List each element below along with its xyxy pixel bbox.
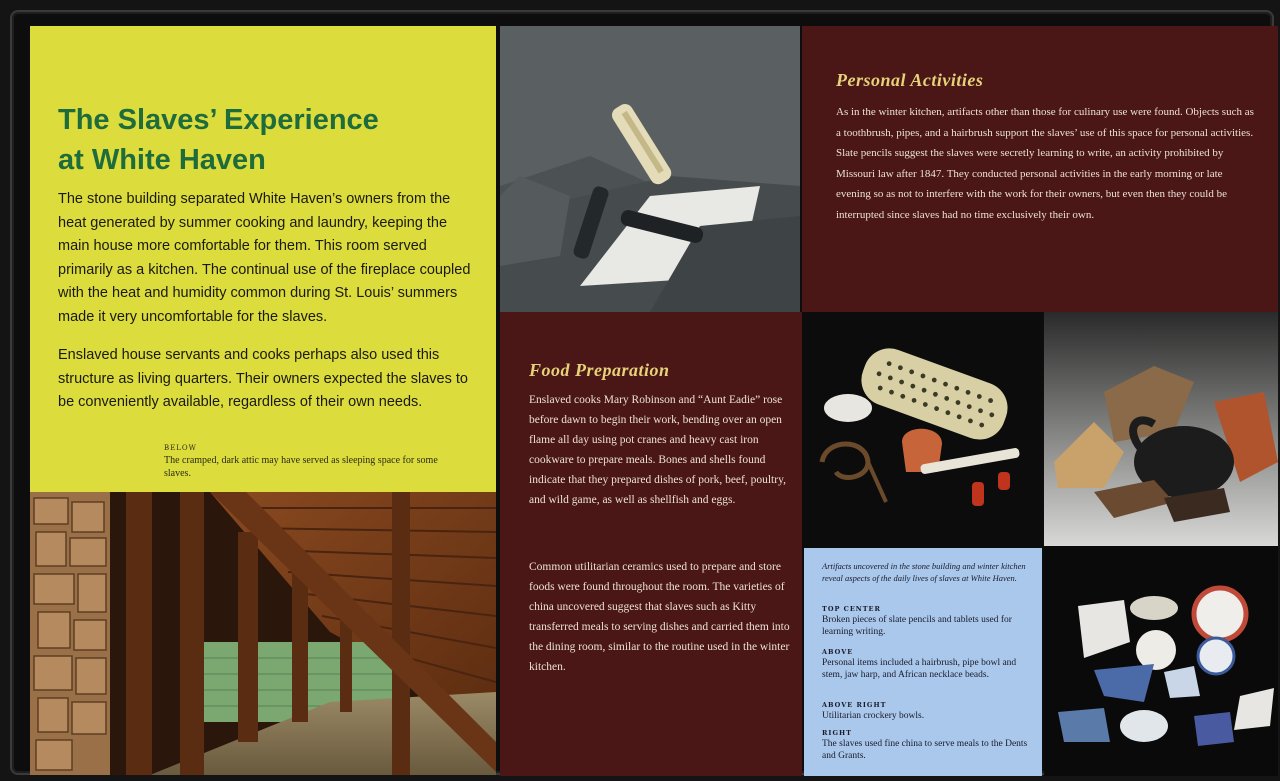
- food-preparation-panel: [500, 312, 802, 776]
- attic-illustration: [30, 492, 496, 775]
- caption-text-top-center: Broken pieces of slate pencils and tablets used for learning writing.: [822, 615, 1012, 637]
- food-preparation-heading: Food Preparation: [529, 360, 670, 380]
- crockery-photo: [1044, 312, 1278, 546]
- artifact-captions-panel: [804, 548, 1042, 776]
- caption-label-above-right: ABOVE RIGHT: [822, 701, 887, 709]
- personal-items-photo: [802, 312, 1042, 546]
- slate-illustration: [500, 26, 800, 312]
- food-preparation-paragraph-1: Enslaved cooks Mary Robinson and “Aunt Eadie” rose before dawn to begin their work, bending over an open flame all day using pot cranes and heavy cast iron cookware to prepare meals. Bones and shells found indicate that they prepared dishes of pork, beef, poultry, and wild game, as well as shellfish and eggs.: [529, 394, 786, 506]
- captions-intro: Artifacts uncovered in the stone building and winter kitchen reveal aspects of the daily lives of slaves at White Haven.: [822, 561, 1026, 583]
- intro-panel: [30, 26, 496, 492]
- personal-activities-panel: [802, 26, 1278, 312]
- personal-items-illustration: [802, 312, 1042, 546]
- caption-label-above: ABOVE: [822, 648, 854, 656]
- caption-text-above: Personal items included a hairbrush, pipe bowl and stem, jaw harp, and African necklace beads.: [822, 658, 1017, 680]
- below-label: BELOW: [164, 444, 197, 452]
- below-caption: The cramped, dark attic may have served as sleeping space for some slaves.: [164, 455, 438, 479]
- personal-activities-heading: Personal Activities: [836, 70, 984, 90]
- food-preparation-paragraph-2: Common utilitarian ceramics used to prepare and store foods were found throughout the room. The varieties of china uncovered suggest that slaves such as Kitty transferred meals to serving dishes and carried them into the dining room, similar to the routine used in the winter kitchen.: [529, 561, 790, 673]
- intro-paragraph-2: Enslaved house servants and cooks perhaps also used this structure as living quarters. Their owners expected the slaves to be conveniently available, regardless of their own needs.: [58, 347, 468, 410]
- caption-text-right: The slaves used fine china to serve meals to the Dents and Grants.: [822, 739, 1028, 761]
- exhibit-sign: [10, 10, 1274, 775]
- caption-text-above-right: Utilitarian crockery bowls.: [822, 711, 925, 721]
- china-illustration: [1044, 546, 1278, 776]
- page-title: [58, 100, 478, 180]
- title-line-2: at White Haven: [58, 144, 266, 176]
- caption-label-top-center: TOP CENTER: [822, 605, 881, 613]
- attic-photo: [30, 492, 496, 775]
- slate-pencils-photo: [500, 26, 800, 312]
- fine-china-photo: [1044, 546, 1278, 776]
- personal-activities-body: As in the winter kitchen, artifacts other than those for culinary use were found. Objects such as a toothbrush, pipes, and a hairbrush support the slaves’ use of this space for personal activities. Slate pencils suggest the slaves were secretly learning to write, an activity prohibited by Missouri law after 1847. They conducted personal activities in the early morning or late evening so as not to interfere with the work for their owners, but even then they could be interrupted since slaves had no time exclusively their own.: [836, 106, 1254, 221]
- intro-paragraph-1: The stone building separated White Haven’s owners from the heat generated by summer cooking and laundry, keeping the main house more comfortable for them. This room served primarily as a kitchen. The continual use of the fireplace coupled with the heat and humidity common during St. Louis’ summers made it very uncomfortable for the slaves.: [58, 191, 471, 325]
- title-line-1: The Slaves’ Experience: [58, 104, 379, 136]
- caption-label-right: RIGHT: [822, 729, 852, 737]
- crockery-illustration: [1044, 312, 1278, 546]
